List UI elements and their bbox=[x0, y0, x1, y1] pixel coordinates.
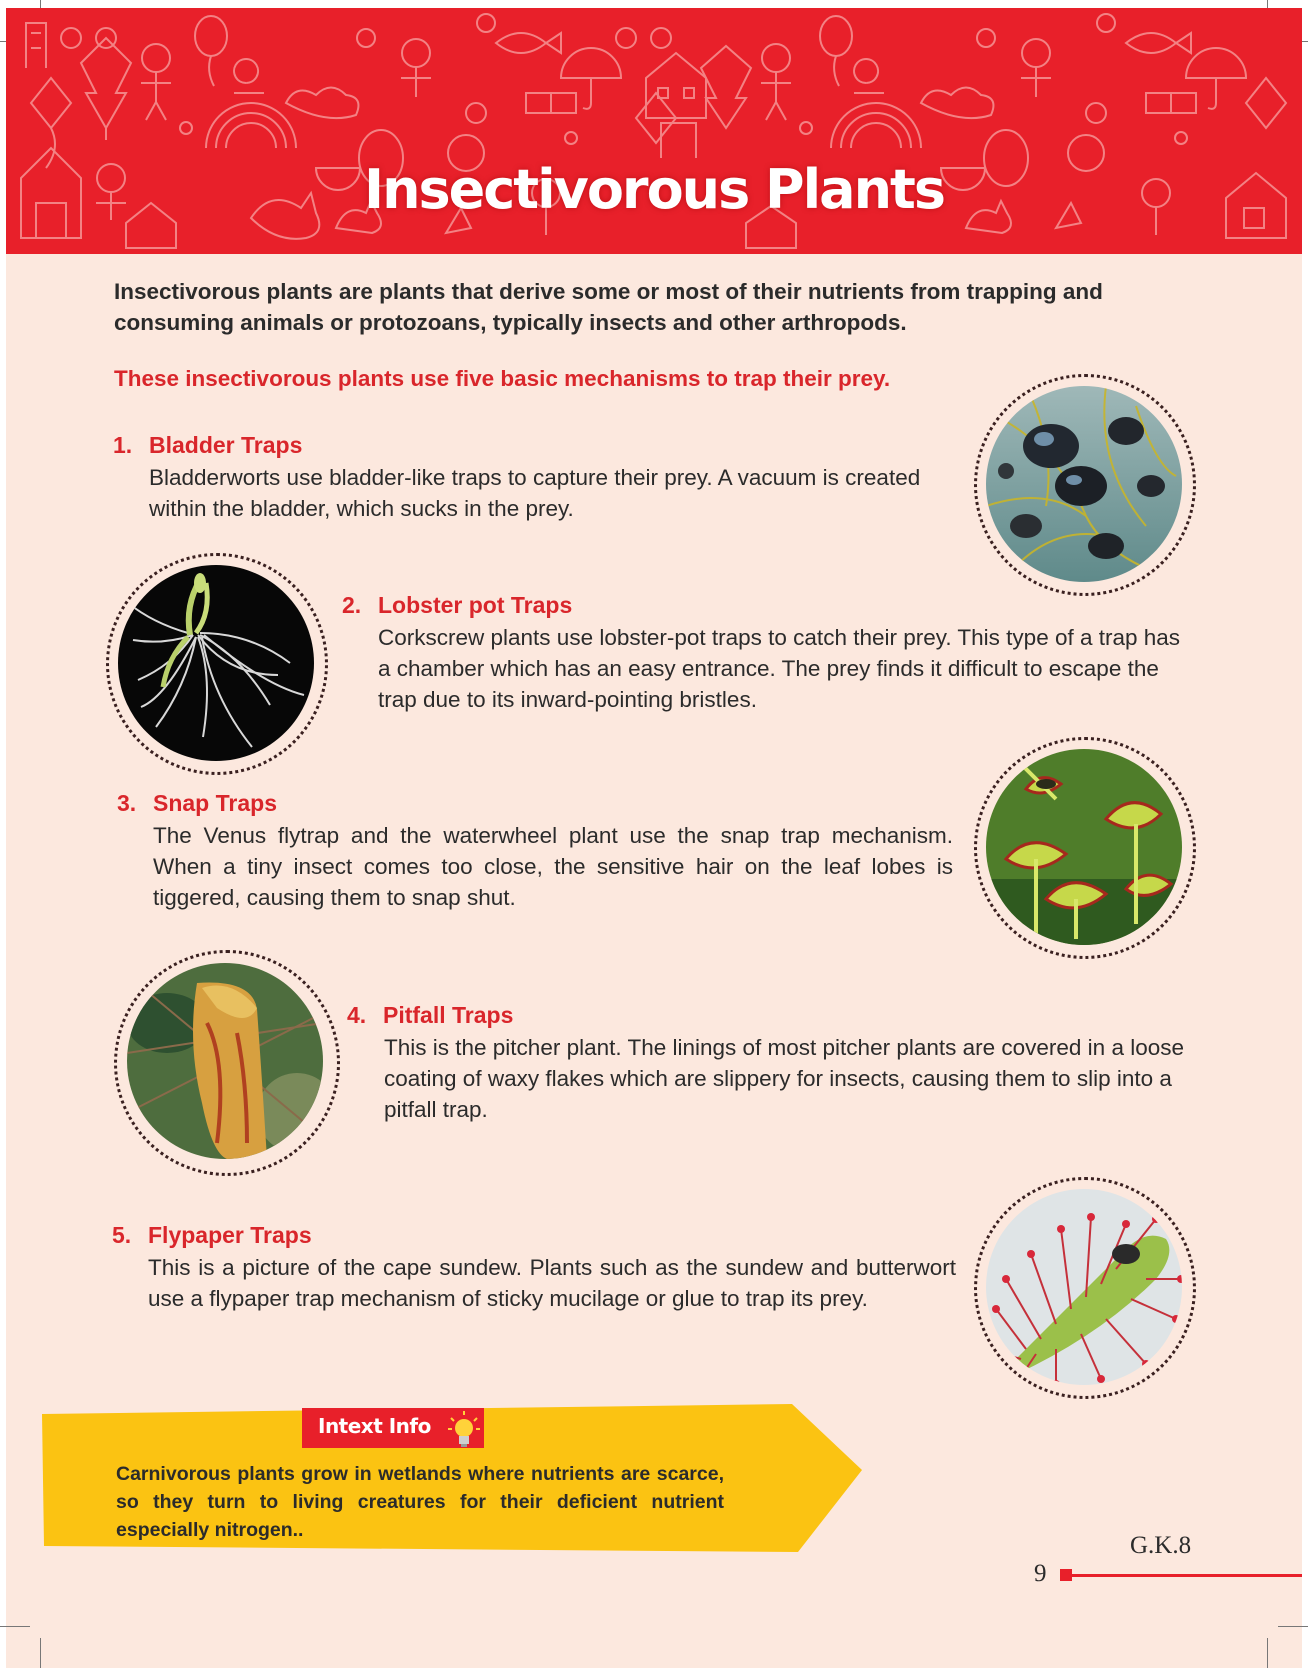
item-number: 2. bbox=[342, 592, 362, 618]
item-heading bbox=[112, 1222, 312, 1249]
section-subheading: These insectivorous plants use five basic mechanisms to trap their prey. bbox=[114, 366, 891, 391]
item-title: Flypaper Traps bbox=[148, 1222, 312, 1248]
bladderwort-photo bbox=[986, 386, 1182, 582]
item-heading bbox=[347, 1002, 513, 1029]
item-description: Bladderworts use bladder-like traps to capture their prey. A vacuum is created within the bladder, which sucks in the prey. bbox=[149, 465, 921, 521]
item-number: 3. bbox=[117, 790, 137, 816]
item-title: Snap Traps bbox=[153, 790, 277, 816]
pitcher-plant-photo bbox=[127, 963, 323, 1159]
crop-mark bbox=[40, 1638, 41, 1668]
footer-marker bbox=[1060, 1569, 1072, 1581]
item-title: Bladder Traps bbox=[149, 432, 303, 458]
corkscrew-plant-photo bbox=[118, 565, 314, 761]
item-description: This is a picture of the cape sundew. Plants such as the sundew and butterwort use a flypaper trap mechanism of sticky mucilage or glue to trap its prey. bbox=[148, 1255, 956, 1311]
item-title: Lobster pot Traps bbox=[378, 592, 573, 618]
page-title: Insectivorous Plants bbox=[364, 158, 944, 221]
item-number: 1. bbox=[113, 432, 133, 458]
item-heading bbox=[113, 432, 302, 459]
bulb-icon bbox=[448, 1410, 480, 1448]
crop-mark bbox=[0, 1626, 30, 1627]
item-description: This is the pitcher plant. The linings of most pitcher plants are covered in a loose coating of waxy flakes which are slippery for insects, causing them to slip into a pitfall trap. bbox=[384, 1035, 1185, 1122]
page-margin bbox=[0, 0, 1308, 8]
intro-paragraph: Insectivorous plants are plants that derive some or most of their nutrients from trapping and consuming animals or protozoans, typically insects and other arthropods. bbox=[114, 279, 1103, 335]
intext-label: Intext Info bbox=[318, 1414, 431, 1438]
crop-mark bbox=[1278, 1626, 1308, 1627]
item-title: Pitfall Traps bbox=[383, 1002, 514, 1028]
page-number: 9 bbox=[1034, 1560, 1047, 1587]
crop-mark bbox=[1267, 1638, 1268, 1668]
item-heading bbox=[117, 790, 277, 817]
item-number: 5. bbox=[112, 1222, 132, 1248]
header-banner bbox=[6, 8, 1302, 254]
sundew-photo bbox=[986, 1189, 1182, 1385]
venus-flytrap-photo bbox=[986, 749, 1182, 945]
intext-text: Carnivorous plants grow in wetlands where nutrients are scarce, so they turn to living creatures for their deficient nutrient especially nitrogen.. bbox=[116, 1463, 724, 1541]
item-description: The Venus flytrap and the waterwheel plant use the snap trap mechanism. When a tiny insect comes too close, the sensitive hair on the leaf lobes is tiggered, causing them to snap shut. bbox=[153, 823, 953, 910]
item-number: 4. bbox=[347, 1002, 367, 1028]
page-margin bbox=[1302, 0, 1308, 1668]
item-description: Corkscrew plants use lobster-pot traps to catch their prey. This type of a trap has a chamber which has an easy entrance. The prey finds it difficult to escape the trap due to its inward-pointing bristles. bbox=[378, 625, 1181, 712]
item-heading bbox=[342, 592, 572, 619]
footer-rule bbox=[1072, 1574, 1302, 1577]
book-label: G.K.8 bbox=[1130, 1532, 1192, 1559]
